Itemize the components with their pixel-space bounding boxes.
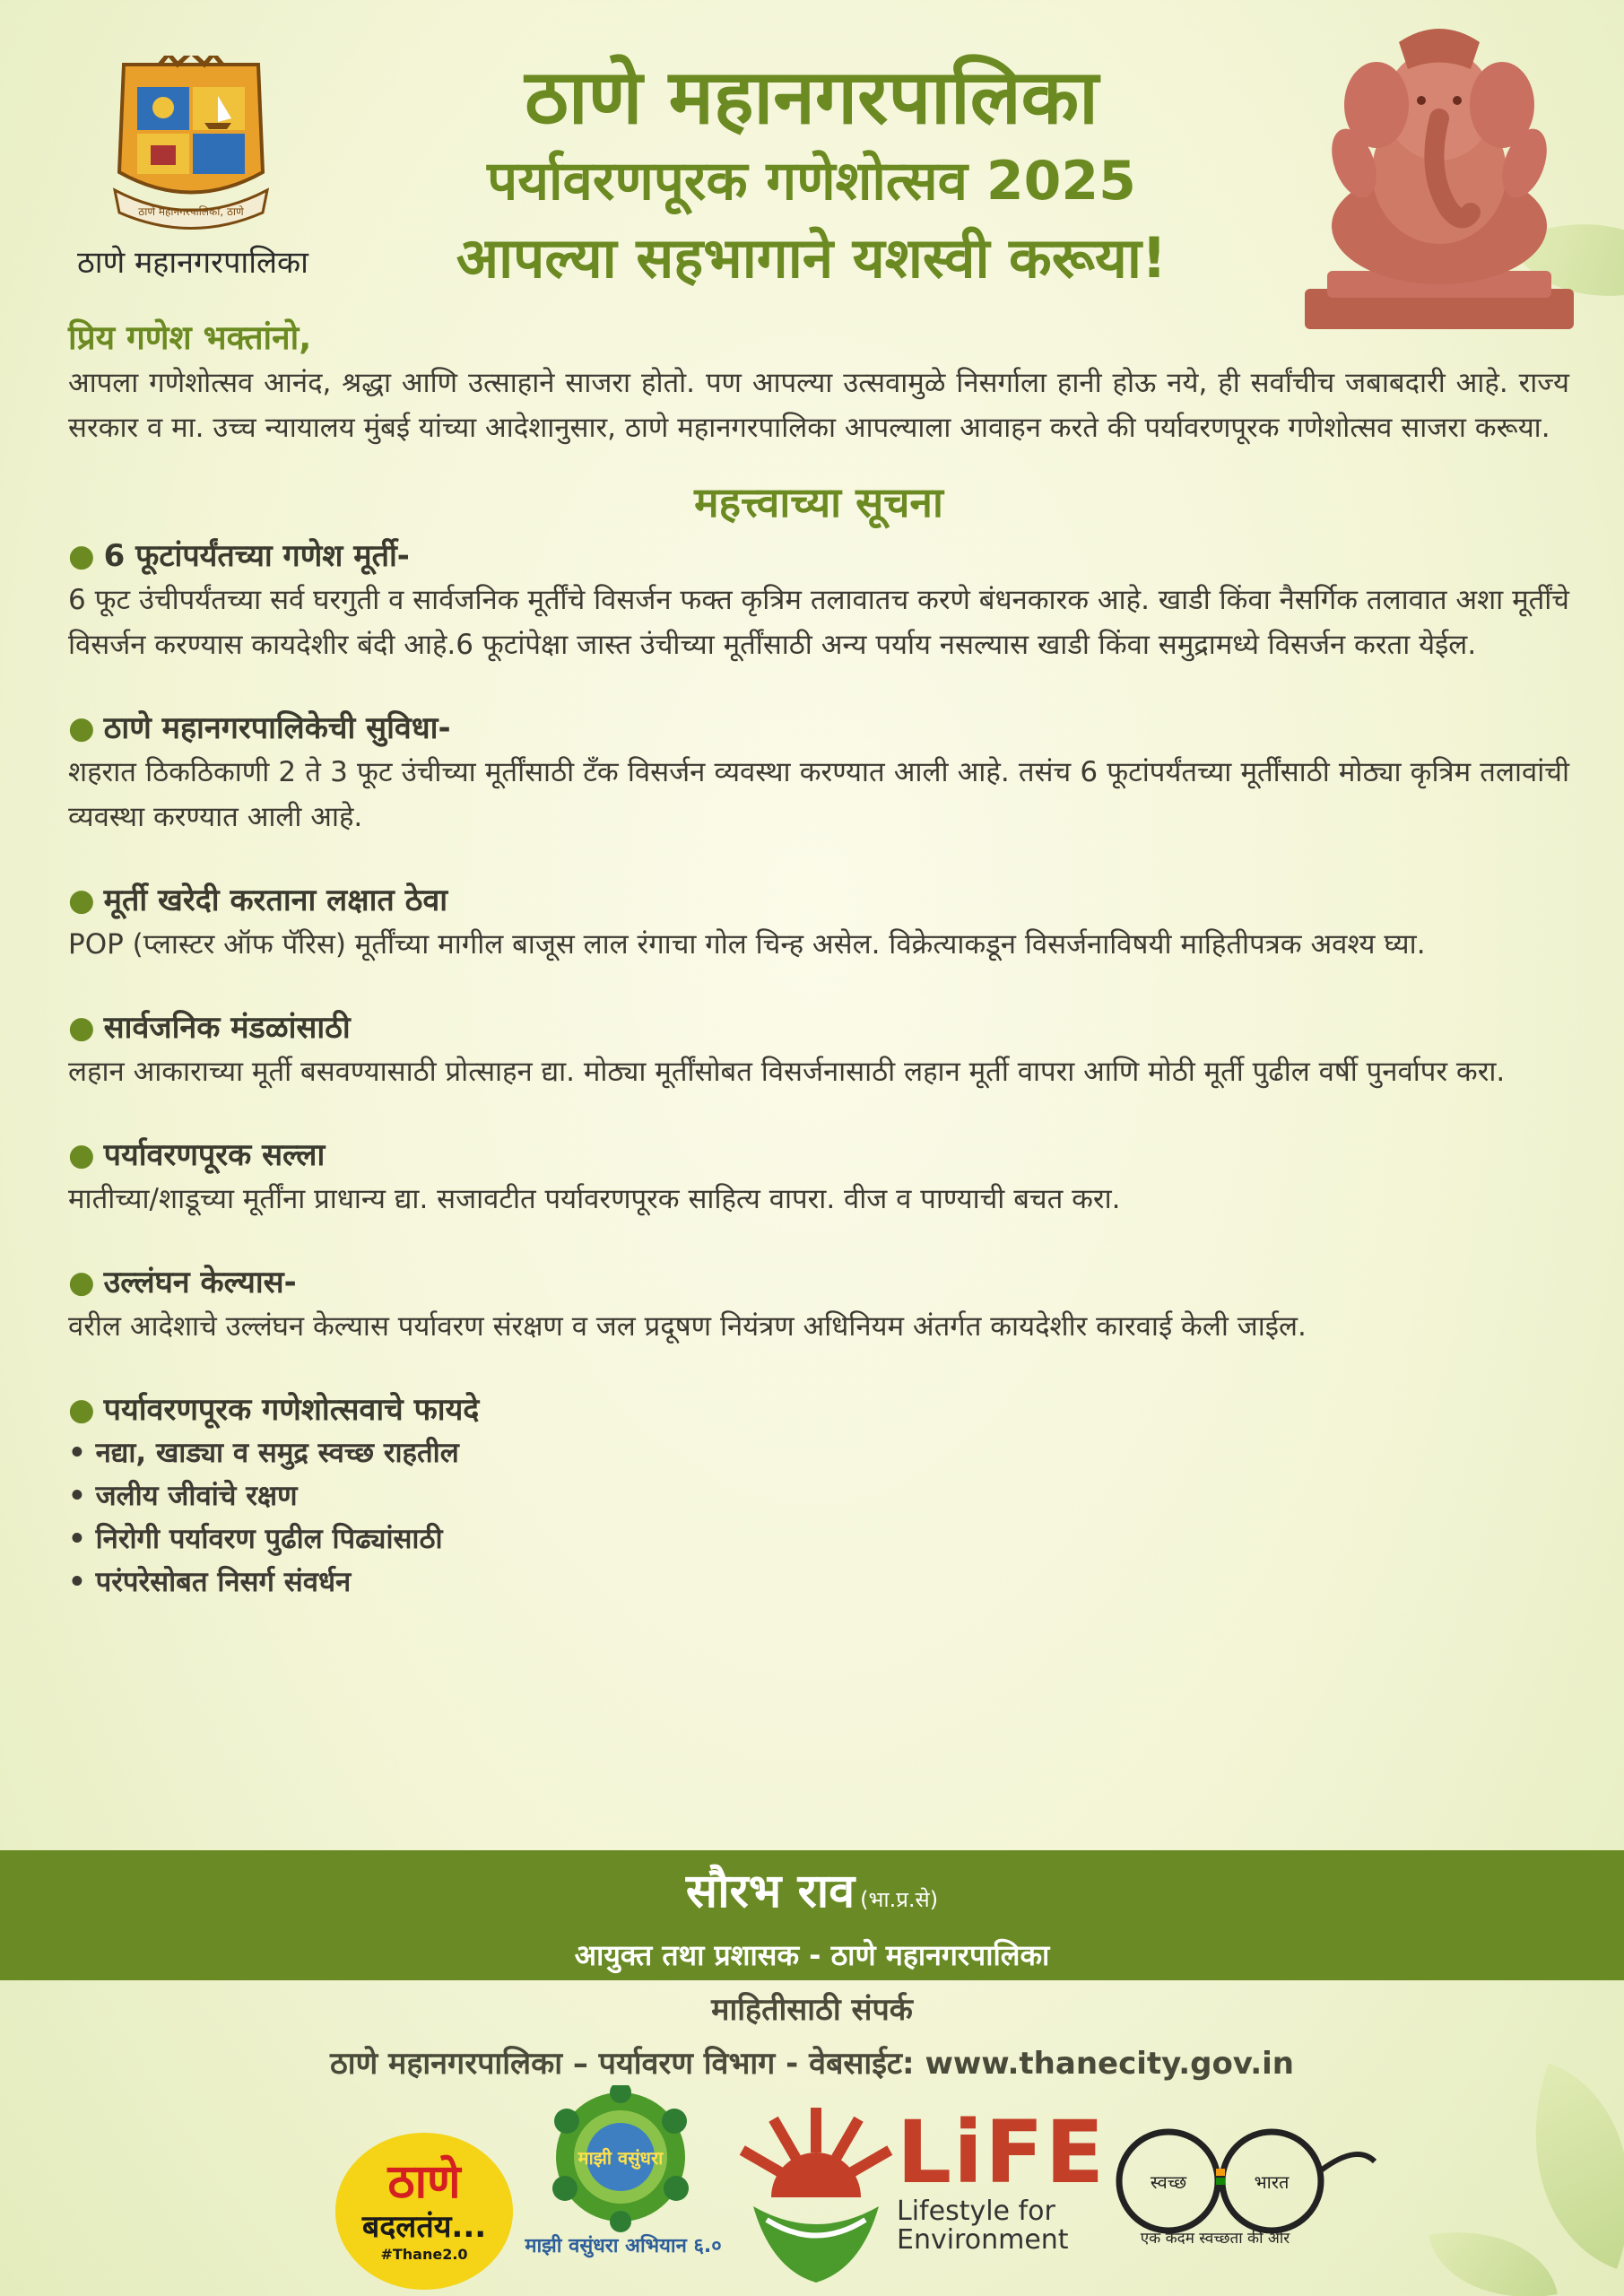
signatory-role: आयुक्त तथा प्रशासक - ठाणे महानगरपालिका	[574, 1938, 1050, 1972]
bullet-icon: ●	[68, 883, 95, 918]
notices-title: महत्त्वाच्या सूचना	[694, 478, 943, 526]
svg-text:माझी वसुंधरा: माझी वसुंधरा	[578, 2147, 664, 2169]
bullet-icon: ●	[68, 1010, 95, 1046]
decor-leaf	[1429, 2214, 1558, 2296]
notice-section	[68, 707, 1569, 839]
notice-section	[68, 1261, 1569, 1349]
notice-text: लहान आकाराच्या मूर्ती बसवण्यासाठी प्रोत्साहन द्या. मोठ्या मूर्तींसोबत विसर्जनासाठी लहान मूर्ती वापरा आणि मोठी मूर्ती पुढील वर्षी पुनर्वापर करा.	[68, 1056, 1506, 1088]
contact-block	[0, 1984, 1624, 2092]
swachh-bharat-glasses-logo	[1101, 2126, 1379, 2242]
svg-text:ठाणे महानगरपालिका, ठाणे: ठाणे महानगरपालिका, ठाणे	[138, 205, 244, 218]
notice-section	[68, 1006, 1569, 1094]
signatory-suffix: (भा.प्र.से)	[860, 1887, 939, 1912]
benefits-section	[68, 1388, 1569, 1604]
notice-heading: ● सार्वजनिक मंडळांसाठी	[68, 1010, 351, 1046]
notice-heading: ● 6 फूटांपर्यंतच्या गणेश मूर्ती-	[68, 538, 410, 574]
bullet-icon: ●	[68, 1137, 95, 1173]
signatory-band	[0, 1850, 1624, 1980]
notice-section	[68, 1134, 1569, 1222]
title-line-2: पर्यावरणपूरक गणेशोत्सव 2025	[487, 150, 1136, 213]
notice-text: शहरात ठिकठिकाणी 2 ते 3 फूट उंचीच्या मूर्तींसाठी टँक विसर्जन व्यवस्था करण्यात आली आहे. तसंच 6 फूटांपर्यंतच्या मूर्तींसाठी मोठ्या कृत्रिम तलावांची व्यवस्था करण्यात आली आहे.	[68, 756, 1569, 833]
list-item: • परंपरेसोबत निसर्ग संवर्धन	[68, 1566, 352, 1598]
svg-text:स्वच्छ: स्वच्छ	[1150, 2171, 1187, 2193]
notice-text: वरील आदेशाचे उल्लंघन केल्यास पर्यावरण संरक्षण व जल प्रदूषण नियंत्रण अधिनियम अंतर्गत कायदेशीर कारवाई केली जाईल.	[68, 1310, 1307, 1343]
list-item: • निरोगी पर्यावरण पुढील पिढ्यांसाठी	[68, 1523, 443, 1555]
life-wordmark: LiFE Lifestyle for Environment	[897, 2102, 1107, 2256]
notice-text: 6 फूट उंचीपर्यंतच्या सर्व घरगुती व सार्वजनिक मूर्तींचे विसर्जन फक्त कृत्रिम तलावातच करणे बंधनकारक आहे. खाडी किंवा नैसर्गिक तलावात अशा मूर्तींचे विसर्जन करण्यास कायदेशीर बंदी आहे.6 फूटांपेक्षा जास्त उंचीच्या मूर्तींसाठी अन्य पर्याय नसल्यास खाडी किंवा समुद्रामध्ये विसर्जन करता येईल.	[68, 584, 1569, 661]
list-item: • जलीय जीवांचे रक्षण	[68, 1480, 298, 1512]
notice-heading: ● उल्लंघन केल्यास-	[68, 1265, 297, 1300]
bullet-icon: ●	[68, 710, 95, 746]
notice-heading: ● पर्यावरणपूरक सल्ला	[68, 1137, 326, 1173]
swachh-caption: एक कदम स्वच्छता की ओर	[1140, 2230, 1290, 2248]
thane-badaltay-logo: ठाणे बदलतंय... #Thane2.0	[335, 2133, 513, 2290]
intro-paragraph: आपला गणेशोत्सव आनंद, श्रद्धा आणि उत्साहाने साजरा होतो. पण आपल्या उत्सवामुळे निसर्गाला हानी होऊ नये, ही सर्वांचीच जबाबदारी आहे. राज्य सरकार व मा. उच्च न्यायालय मुंबई यांच्या आदेशानुसार, ठाणे महानगरपालिका आपल्याला आवाहन करते की पर्यावरणपूरक गणेशोत्सव साजरा करूया.	[68, 367, 1569, 444]
bullet-icon: ●	[68, 1265, 95, 1300]
main-content	[68, 316, 1569, 1604]
majhi-vasundhara-logo	[549, 2085, 692, 2238]
notice-section	[68, 535, 1569, 667]
title-line-1: ठाणे महानगरपालिका	[525, 53, 1099, 141]
life-sun-logo	[735, 2108, 897, 2287]
page-title	[323, 50, 1300, 298]
notice-section	[68, 879, 1569, 967]
greeting: प्रिय गणेश भक्तांनो,	[68, 318, 312, 357]
vasundhara-caption: माझी वसुंधरा अभियान ६.०	[525, 2235, 722, 2257]
bullet-icon: ●	[68, 538, 95, 574]
contact-label: माहितीसाठी संपर्क	[711, 1992, 913, 2028]
contact-line: ठाणे महानगरपालिका – पर्यावरण विभाग - वेबसाईट: www.thanecity.gov.in	[330, 2046, 1294, 2082]
notice-heading: ● ठाणे महानगरपालिकेची सुविधा-	[68, 710, 451, 746]
notice-heading: ● मूर्ती खरेदी करताना लक्षात ठेवा	[68, 883, 448, 918]
decor-leaf	[1490, 2063, 1624, 2269]
notice-text: POP (प्लास्टर ऑफ पॅरिस) मूर्तींच्या मागील बाजूस लाल रंगाचा गोल चिन्ह असेल. विक्रेत्याकडून विसर्जनाविषयी माहितीपत्रक अवश्य घ्या.	[68, 928, 1426, 961]
tmc-emblem-icon	[106, 56, 276, 235]
list-item: • नद्या, खाड्या व समुद्र स्वच्छ राहतील	[68, 1437, 459, 1469]
bullet-icon: ●	[68, 1392, 95, 1428]
signatory-name: सौरभ राव (भा.प्र.से)	[685, 1865, 939, 1918]
svg-text:भारत: भारत	[1254, 2171, 1290, 2193]
title-line-3: आपल्या सहभागाने यशस्वी करूया!	[456, 225, 1168, 291]
benefits-list	[68, 1431, 1569, 1604]
benefits-heading: ● पर्यावरणपूरक गणेशोत्सवाचे फायदे	[68, 1392, 480, 1428]
notice-text: मातीच्या/शाडूच्या मूर्तींना प्राधान्य द्या. सजावटीत पर्यावरणपूरक साहित्य वापरा. वीज व पाण्याची बचत करा.	[68, 1183, 1121, 1215]
ganesha-idol-image	[1291, 20, 1587, 343]
emblem-caption: ठाणे महानगरपालिका	[77, 245, 308, 281]
